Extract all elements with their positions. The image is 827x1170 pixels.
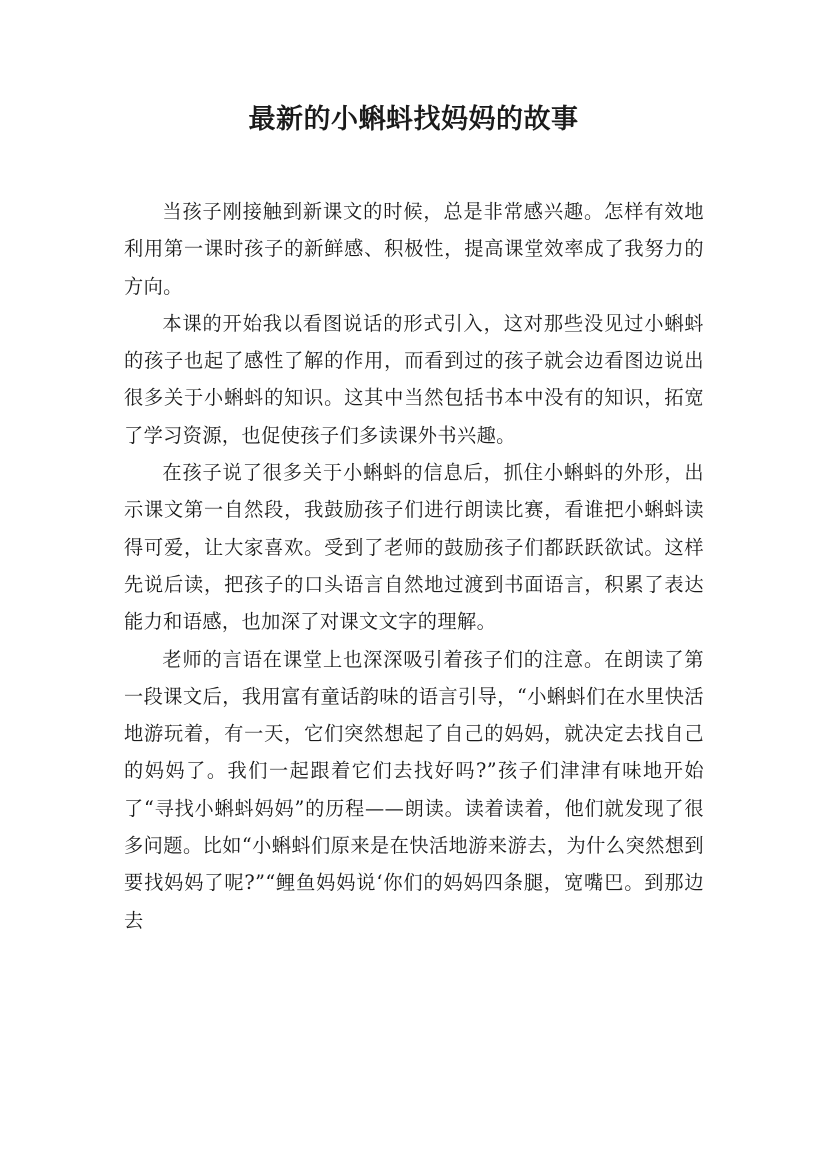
paragraph-1: 当孩子刚接触到新课文的时候，总是非常感兴趣。怎样有效地利用第一课时孩子的新鲜感、积极性，提高课堂效率成了我努力的方向。 <box>124 200 704 298</box>
document-body <box>124 193 704 939</box>
paragraph-2: 本课的开始我以看图说话的形式引入，这对那些没见过小蝌蚪的孩子也起了感性了解的作用，而看到过的孩子就会边看图边说出很多关于小蝌蚪的知识。这其中当然包括书本中没有的知识，拓宽了学习资源，也促使孩子们多读课外书兴趣。 <box>124 311 704 447</box>
document-title: 最新的小蝌蚪找妈妈的故事 <box>248 104 579 135</box>
paragraph-3: 在孩子说了很多关于小蝌蚪的信息后，抓住小蝌蚪的外形，出示课文第一自然段，我鼓励孩子们进行朗读比赛，看谁把小蝌蚪读得可爱，让大家喜欢。受到了老师的鼓励孩子们都跃跃欲试。这样先说后读，把孩子的口头语言自然地过渡到书面语言，积累了表达能力和语感，也加深了对课文文字的理解。 <box>124 461 704 634</box>
paragraph-4: 老师的言语在课堂上也深深吸引着孩子们的注意。在朗读了第一段课文后，我用富有童话韵味的语言引导，“小蝌蚪们在水里快活地游玩着，有一天，它们突然想起了自己的妈妈，就决定去找自己的妈妈了。我们一起跟着它们去找好吗?”孩子们津津有味地开始了“寻找小蝌蚪妈妈”的历程——朗读。读着读着，他们就发现了很多问题。比如“小蝌蚪们原来是在快活地游来游去，为什么突然想到要找妈妈了呢?”“鲤鱼妈妈说‘你们的妈妈四条腿，宽嘴巴。到那边去 <box>124 647 704 932</box>
